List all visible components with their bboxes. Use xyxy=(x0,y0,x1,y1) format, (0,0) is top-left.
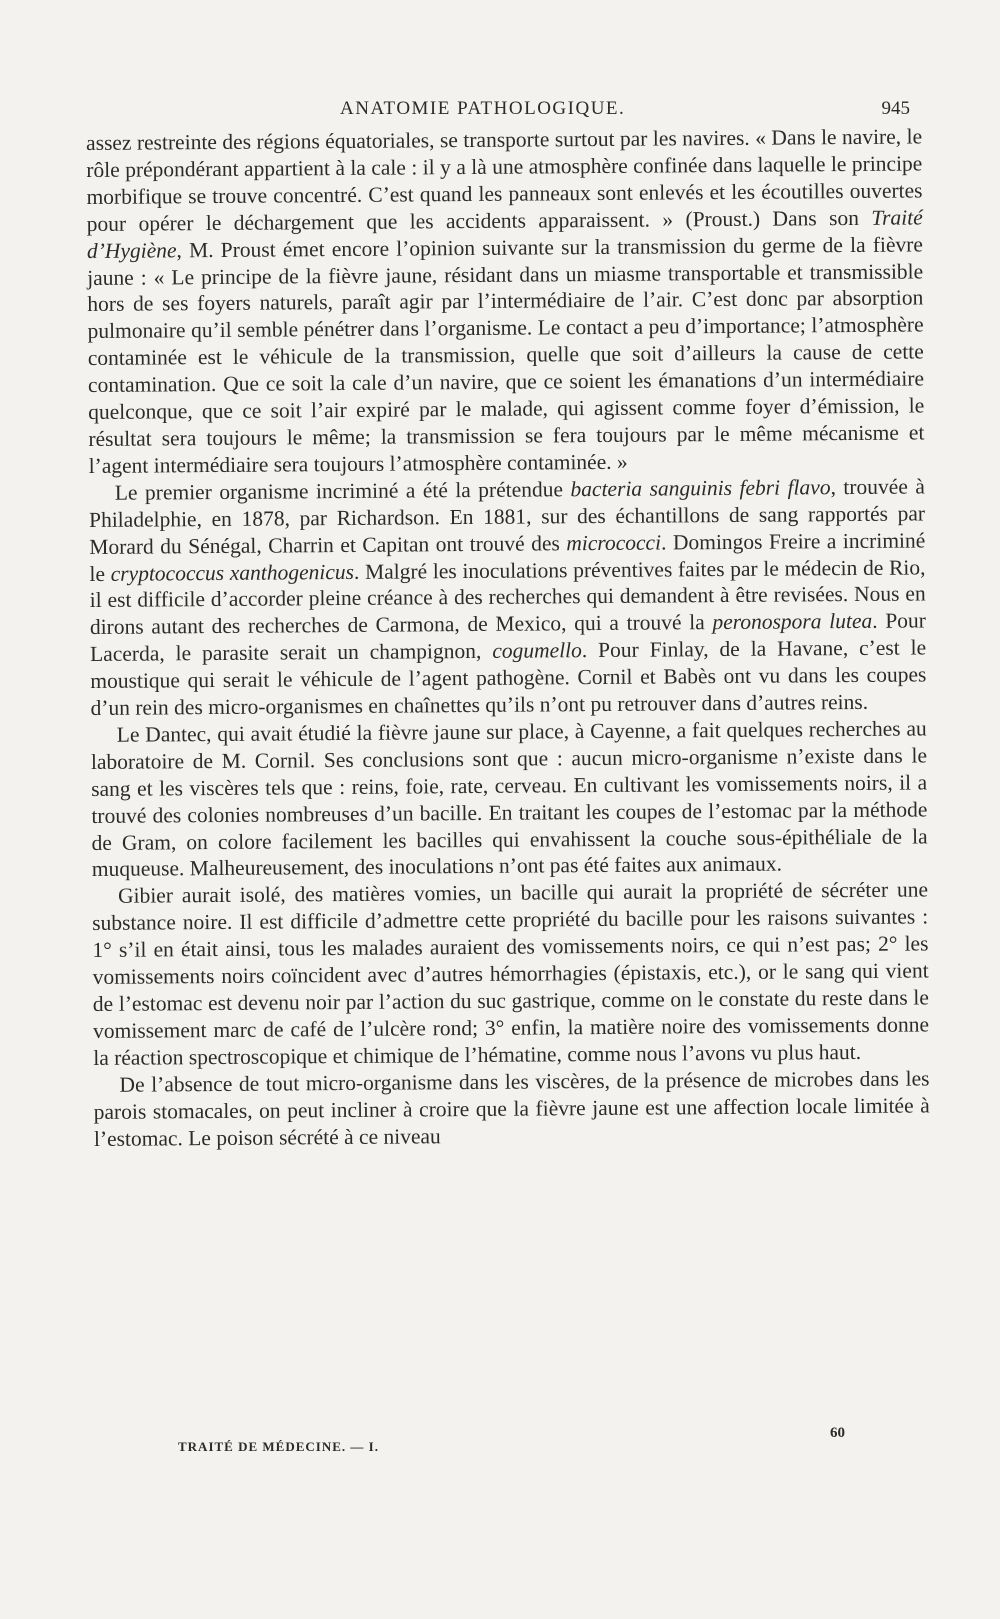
paragraph xyxy=(91,715,928,883)
text-run: . Domingos Freire a incriminé le xyxy=(89,528,926,586)
text-run: . Pour Lacerda, le parasite serait un champignon, xyxy=(90,608,926,667)
italic-text: cogumello xyxy=(492,638,582,664)
footer-book-title: TRAITÉ DE MÉDECINE. — I. xyxy=(178,1439,379,1454)
text-run: Gibier aurait isolé, des matières vomies, un bacille qui aurait la propriété de sécréter une substance noire. Il est difficile d’admettre cette propriété du bacille pour les raisons suivantes : 1° s’il en était ainsi, tous les malades auraient des vomissements noirs, ce qui n’est pas; 2° les vomissements noirs coïncident avec d’autres hémorrhagies (épistaxis, etc.), or le sang qui vient de l’estomac est devenu noir par l’action du suc gastrique, comme on le constate du reste dans le vomissement marc de café de l’ulcère rond; 3° enfin, la matière noire des vomissements donne la réaction spectroscopique et chimique de l’hématine, comme nous l’avons vu plus haut. xyxy=(92,877,930,1070)
text-run: Le Dantec, qui avait étudié la fièvre jaune sur place, à Cayenne, a fait quelques recherches au laboratoire de M. Cornil. Ses conclusions sont que : aucun micro-organisme n’existe dans le sang et les viscères tels que : reins, foie, rate, cerveau. En cultivant les vomissements noirs, il a trouvé des colonies nombreuses d’un bacille. En traitant les coupes de l’estomac par la méthode de Gram, on colore facilement les bacilles qui envahissent la couche sous-épithéliale de la muqueuse. Malheureusement, des inoculations n’ont pas été faites aux animaux. xyxy=(90,716,928,882)
text-run: , trouvée à Philadelphie, en 1878, par Richardson. En 1881, sur des échantillons de sang rapportés par Morard du Sénégal, Charrin et Capitan ont trouvé des xyxy=(88,474,926,559)
text-run: Le premier organisme incriminé a été la prétendue xyxy=(114,476,571,505)
paragraph xyxy=(92,877,929,1072)
signature-mark: 60 xyxy=(830,1425,845,1441)
italic-text: peronospora lutea xyxy=(712,609,873,635)
italic-text: Traité d’Hygiène xyxy=(86,205,923,263)
page-footer xyxy=(90,1425,920,1485)
page-number: 945 xyxy=(881,98,910,119)
text-run: . Pour Finlay, de la Havane, c’est le moustique qui serait le véhicule de l’agent pathogène. Cornil et Babès ont vu dans les coupes d’un rein des micro-organismes en chaînettes qu’ils n’ont pu retrouver dans d’autres reins. xyxy=(90,635,927,721)
italic-text: bacteria sanguinis febri flavo xyxy=(570,474,831,501)
italic-text: micrococci xyxy=(566,530,662,555)
body-text xyxy=(86,123,930,1152)
text-run: De l’absence de tout micro-organisme dans les viscères, de la présence de microbes dans les parois stomacales, on peut incliner à croire que la fièvre jaune est une affection locale limitée à l’estomac. Le poison sécrété à ce niveau xyxy=(93,1066,930,1151)
text-run: , M. Proust émet encore l’opinion suivante sur la transmission du germe de la fièvre jaune : « Le principe de la fièvre jaune, résidant dans un miasme transportable et transmissible hors de ses foyers naturels, paraît agir par l’intermédiaire de l’air. C’est donc par absorption pulmonaire qu’il semble pénétrer dans l’organisme. Le contact a peu d’importance; l’atmosphère contaminée est le véhicule de la transmission, quelle que soit d’ailleurs la cause de cette contamination. Que ce soit la cale d’un navire, que ce soient les émanations d’un intermédiaire quelconque, que ce soit l’air expiré par le malade, qui agissent comme foyer d’émission, le résultat sera toujours le même; la transmission se fera toujours par le même mécanisme et l’agent intermédiaire sera toujours l’atmosphère contaminée. » xyxy=(87,232,925,478)
paragraph xyxy=(86,123,925,479)
running-head-title: ANATOMIE PATHOLOGIQUE. xyxy=(340,98,626,119)
italic-text: cryptococcus xanthogenicus xyxy=(110,559,355,586)
paragraph xyxy=(93,1065,930,1152)
text-run: . Malgré les inoculations préventives faites par le médecin de Rio, il est difficile d’accorder pleine créance à des recherches qui demandent à être revisées. Nous en dirons autant des recherches de Carmona, de Mexico, qui a trouvé la xyxy=(89,554,926,640)
paragraph xyxy=(89,473,927,722)
text-run: assez restreinte des régions équatoriales, se transporte surtout par les navires. « Dans le navire, le rôle prépondérant appartient à la cale : il y a là une atmosphère confinée dans laquelle le principe morbifique se trouve concentré. C’est quand les panneaux sont enlevés et les écoutilles ouvertes pour opérer le déchargement que les accidents apparaissent. » (Proust.) Dans son xyxy=(86,124,923,236)
